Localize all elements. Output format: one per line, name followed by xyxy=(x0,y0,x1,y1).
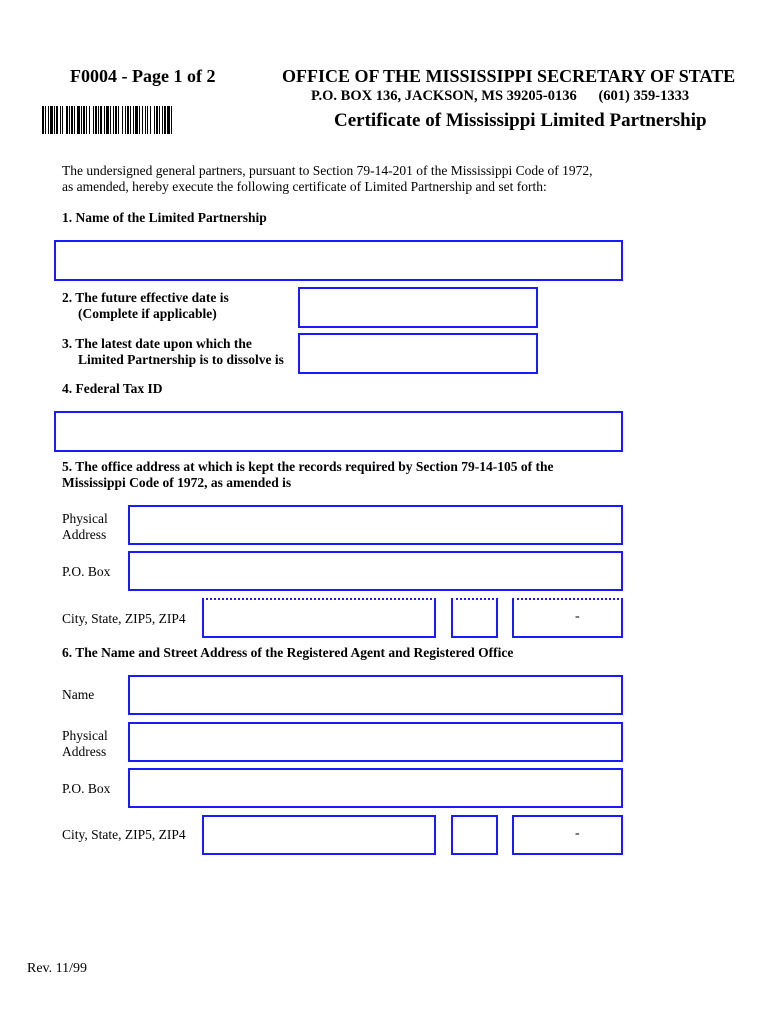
lp-name-field[interactable] xyxy=(54,240,623,281)
section-3-label: 3. The latest date upon which the xyxy=(62,336,252,351)
agent-city-state-zip-label: City, State, ZIP5, ZIP4 xyxy=(62,827,186,842)
office-physical-address-field[interactable] xyxy=(128,505,623,545)
agent-physical-address-field[interactable] xyxy=(128,722,623,762)
agent-name-field[interactable] xyxy=(128,675,623,715)
office-zip-field[interactable] xyxy=(512,598,623,638)
office-physical-label: Physical xyxy=(62,511,108,526)
effective-date-field[interactable] xyxy=(298,287,538,328)
office-po-box-field[interactable] xyxy=(128,551,623,591)
office-state-field[interactable] xyxy=(451,598,498,638)
agent-po-box-field[interactable] xyxy=(128,768,623,808)
form-id: F0004 - Page 1 of 2 xyxy=(70,66,216,86)
office-po-box-label: P.O. Box xyxy=(62,564,111,579)
section-5-sublabel: Mississippi Code of 1972, as amended is xyxy=(62,475,292,490)
agent-city-field[interactable] xyxy=(202,815,436,855)
section-4-label: 4. Federal Tax ID xyxy=(62,381,163,396)
dissolve-date-field[interactable] xyxy=(298,333,538,374)
section-1-label: 1. Name of the Limited Partnership xyxy=(62,210,267,225)
agent-physical-label: Physical xyxy=(62,728,108,743)
agent-address-label: Address xyxy=(62,744,107,759)
barcode-bar xyxy=(172,106,174,134)
agent-zip-dash: - xyxy=(575,826,580,841)
section-3-sublabel: Limited Partnership is to dissolve is xyxy=(78,352,284,367)
revision-label: Rev. 11/99 xyxy=(27,961,88,976)
agent-name-label: Name xyxy=(62,687,95,702)
section-5-label: 5. The office address at which is kept the records required by Section 79-14-105 of the xyxy=(62,459,554,474)
barcode xyxy=(42,106,256,134)
office-address-label: Address xyxy=(62,527,107,542)
agent-state-field[interactable] xyxy=(451,815,498,855)
office-city-field[interactable] xyxy=(202,598,436,638)
agent-zip-field[interactable] xyxy=(512,815,623,855)
section-6-label: 6. The Name and Street Address of the Registered Agent and Registered Office xyxy=(62,645,514,660)
office-zip-dash: - xyxy=(575,609,580,624)
intro-line-2: as amended, hereby execute the following certificate of Limited Partnership and set forth: xyxy=(62,179,547,194)
intro-line-1: The undersigned general partners, pursuant to Section 79-14-201 of the Mississippi Code of 1972, xyxy=(62,163,593,178)
office-title: OFFICE OF THE MISSISSIPPI SECRETARY OF STATE xyxy=(282,66,736,86)
section-2-label: 2. The future effective date is xyxy=(62,290,229,305)
office-address: P.O. BOX 136, JACKSON, MS 39205-0136 (601) 359-1333 xyxy=(311,88,690,104)
federal-tax-id-field[interactable] xyxy=(54,411,623,452)
office-city-state-zip-label: City, State, ZIP5, ZIP4 xyxy=(62,611,186,626)
form-title: Certificate of Mississippi Limited Partnership xyxy=(334,110,707,131)
agent-po-box-label: P.O. Box xyxy=(62,781,111,796)
section-2-sublabel: (Complete if applicable) xyxy=(78,306,217,321)
